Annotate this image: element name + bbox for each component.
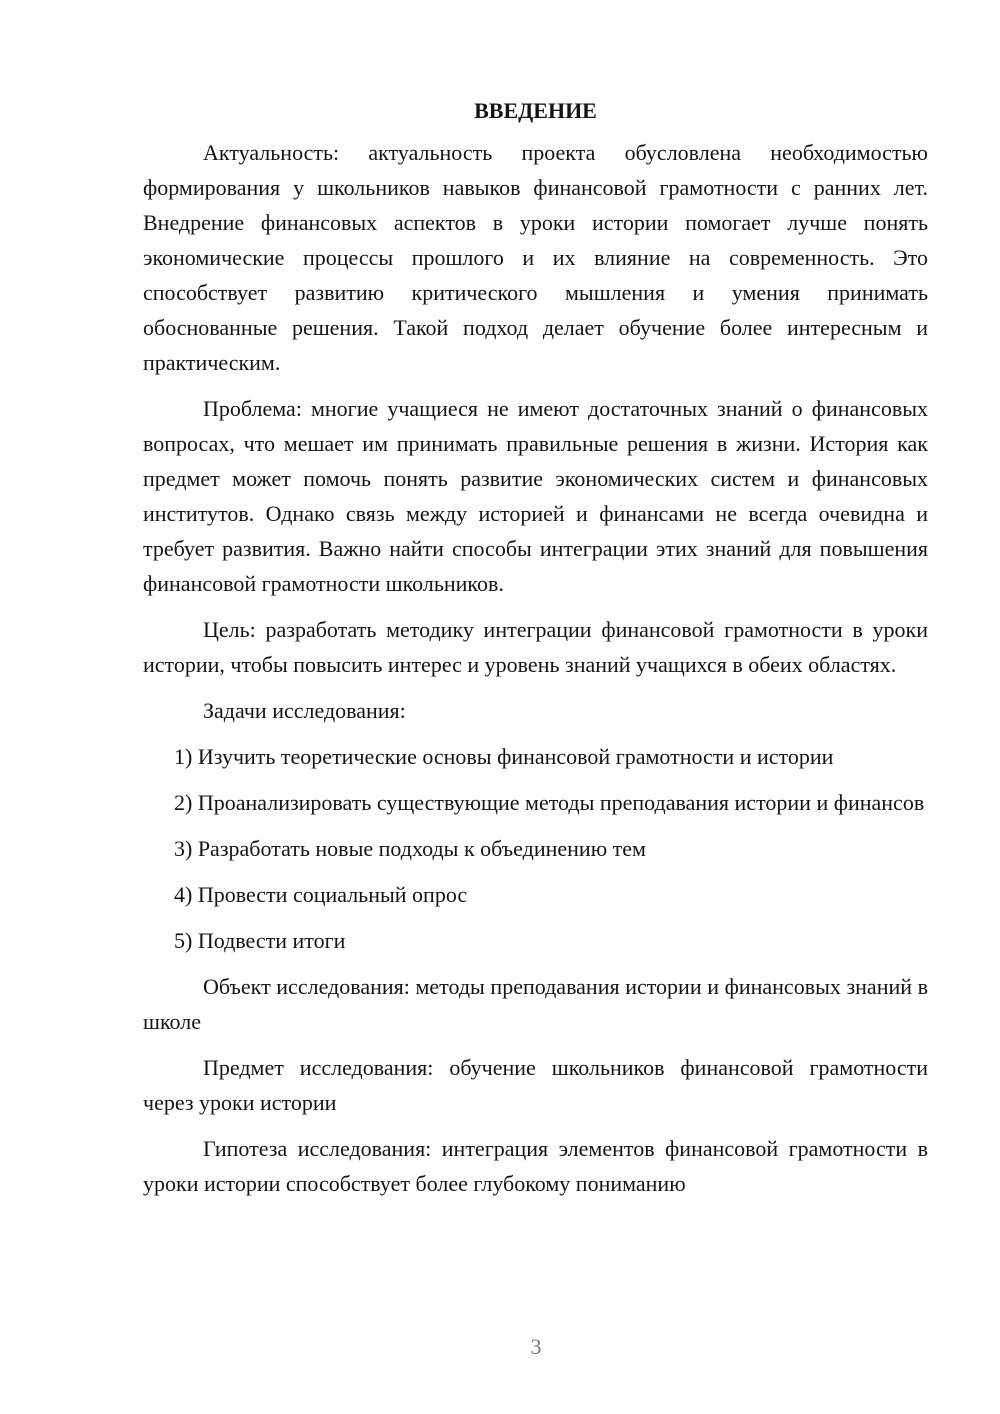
relevance-paragraph: Актуальность: актуальность проекта обусловлена необходимостью формирования у школьников навыков финансовой грамотности с ранних лет. Внедрение финансовых аспектов в уроки истории помогает лучше понять экономические процессы прошлого и их влияние на современность. Это способствует развитию критического мышления и умения принимать обоснованные решения. Такой подход делает обучение более интересным и практическим.: [143, 140, 928, 375]
object-paragraph: Объект исследования: методы преподавания истории и финансовых знаний в школе: [143, 974, 928, 1034]
hypothesis-paragraph: Гипотеза исследования: интеграция элементов финансовой грамотности в уроки истории способствует более глубокому пониманию: [143, 1136, 928, 1196]
task-item: 1) Изучить теоретические основы финансовой грамотности и истории: [174, 744, 834, 769]
tasks-heading: Задачи исследования:: [203, 698, 406, 723]
goal-paragraph: Цель: разработать методику интеграции финансовой грамотности в уроки истории, чтобы повысить интерес и уровень знаний учащихся в обеих областях.: [143, 617, 928, 677]
problem-paragraph: Проблема: многие учащиеся не имеют достаточных знаний о финансовых вопросах, что мешает им принимать правильные решения в жизни. История как предмет может помочь понять развитие экономических систем и финансовых институтов. Однако связь между историей и финансами не всегда очевидна и требует развития. Важно найти способы интеграции этих знаний для повышения финансовой грамотности школьников.: [143, 396, 928, 596]
task-item: 2) Проанализировать существующие методы преподавания истории и финансов: [174, 790, 925, 815]
page-number: 3: [530, 1334, 542, 1359]
document-page: [143, 95, 928, 1212]
task-item: 3) Разработать новые подходы к объединению тем: [174, 836, 646, 861]
section-title: ВВЕДЕНИЕ: [474, 98, 597, 123]
subject-paragraph: Предмет исследования: обучение школьников финансовой грамотности через уроки истории: [143, 1055, 928, 1115]
task-item: 4) Провести социальный опрос: [174, 882, 468, 907]
task-item: 5) Подвести итоги: [174, 928, 346, 953]
